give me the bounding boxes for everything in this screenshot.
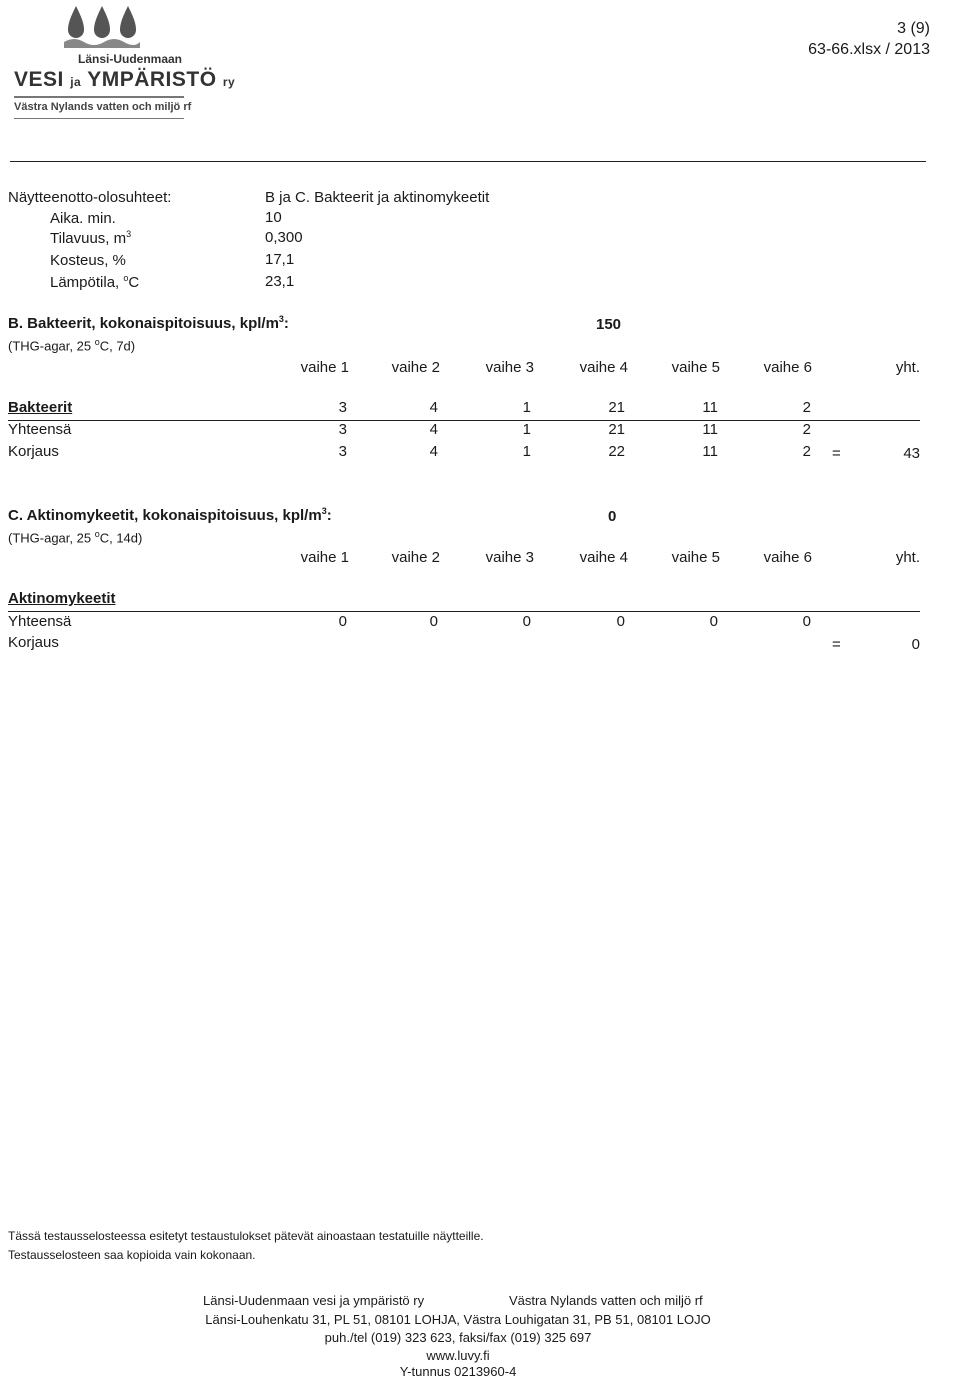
phase-header: vaihe 6: [763, 549, 812, 566]
cell-value: 2: [802, 399, 811, 416]
cell-value: 4: [429, 443, 438, 460]
cell-value: 11: [702, 399, 718, 416]
sampling-label-unit-tail: C: [128, 274, 140, 291]
sampling-label: [50, 251, 126, 269]
cell-value: 2: [802, 443, 811, 460]
section-b-total: 150: [596, 316, 622, 333]
section-c-subtitle: (THG-agar, 25 $^o$C, 14d): [8, 529, 143, 546]
table-rule: [8, 611, 920, 612]
row-label: Yhteensä: [8, 613, 72, 630]
cell-value: 11: [702, 421, 718, 438]
cell-value: 4: [429, 421, 438, 438]
cell-value: 0: [616, 613, 625, 630]
sampling-value: 10: [265, 209, 282, 226]
section-b-title: B. Bakteerit, kokonaispitoisuus, kpl/$m^3$:: [8, 314, 289, 332]
footer-phone: puh./tel (019) 323 623, faksi/fax (019) 325 697: [324, 1330, 592, 1345]
cell-value: 0: [522, 613, 531, 630]
sampling-value: 23,1: [265, 273, 295, 290]
phase-header: vaihe 4: [579, 359, 628, 376]
sampling-title: Näytteenotto-olosuhteet:: [8, 189, 172, 206]
row-label: Korjaus: [8, 634, 59, 651]
cell-value: 0: [802, 613, 811, 630]
phase-header: vaihe 4: [579, 549, 628, 566]
cell-value: 1: [522, 399, 531, 416]
phase-header: vaihe 3: [485, 359, 534, 376]
sampling-label-text: Aika. min.: [50, 210, 116, 227]
water-drops-icon: [64, 4, 140, 48]
footer-address: Länsi-Louhenkatu 31, PL 51, 08101 LOHJA, Västra Louhigatan 31, PB 51, 08101 LOJO: [205, 1312, 711, 1327]
logo-name-line1: Länsi-Uudenmaan: [78, 52, 183, 66]
section-c-title: C. Aktinomykeetit, kokonaispitoisuus, kpl/$m^3$:: [8, 506, 332, 524]
sampling-label-text: Tilavuus, m: [50, 230, 127, 247]
sampling-value-title: B ja C. Bakteerit ja aktinomykeetit: [265, 189, 490, 206]
disclaimer-line2: Testausselosteen saa kopioida vain kokonaan.: [8, 1248, 256, 1262]
cell-value: 3: [338, 421, 347, 438]
cell-value: 22: [608, 443, 625, 460]
row-label: Yhteensä: [8, 421, 72, 438]
logo-rule-bottom: [14, 118, 184, 119]
equals-sign: =: [832, 445, 841, 462]
sampling-value: 0,300: [265, 229, 303, 246]
cell-value: 3: [338, 399, 347, 416]
document-reference: 63-66.xlsx / 2013: [808, 41, 930, 58]
phase-header: vaihe 1: [300, 359, 349, 376]
footer-org-fi: Länsi-Uudenmaan vesi ja ympäristö ry: [203, 1293, 425, 1308]
sampling-label-text: Kosteus, %: [50, 252, 126, 269]
header-rule: [10, 161, 926, 162]
cell-value: 2: [802, 421, 811, 438]
sampling-label: [50, 273, 139, 291]
cell-value: 21: [608, 399, 625, 416]
group-label: Aktinomykeetit: [8, 590, 116, 607]
cell-value: 4: [429, 399, 438, 416]
sampling-label: [50, 229, 131, 247]
sampling-label-text: Lämpötila,: [50, 274, 124, 291]
logo-name-line2: VESI ja YMPÄRISTÖ ry: [14, 68, 236, 91]
logo-name-line3: Västra Nylands vatten och miljö rf: [14, 101, 192, 113]
section-c-total: 0: [608, 508, 617, 525]
cell-value: 1: [522, 443, 531, 460]
cell-value: 11: [702, 443, 718, 460]
footer-business-id: Y-tunnus 0213960-4: [399, 1364, 517, 1379]
phase-header: vaihe 1: [300, 549, 349, 566]
sum-header: yht.: [895, 549, 920, 566]
row-sum: 43: [903, 445, 920, 462]
disclaimer-line1: Tässä testausselosteessa esitetyt testaustulokset pätevät ainoastaan testatuille näytteille.: [8, 1229, 484, 1243]
cell-value: 21: [608, 421, 625, 438]
logo-rule: [14, 96, 184, 98]
phase-header: vaihe 5: [671, 359, 720, 376]
sum-header: yht.: [895, 359, 920, 376]
sampling-label: [50, 209, 116, 227]
row-sum: 0: [911, 636, 920, 653]
footer-web: www.luvy.fi: [426, 1348, 490, 1363]
sampling-label-unit-sup: o: [123, 273, 129, 283]
phase-header: vaihe 2: [391, 549, 440, 566]
phase-header: vaihe 3: [485, 549, 534, 566]
phase-header: vaihe 5: [671, 549, 720, 566]
cell-value: 3: [338, 443, 347, 460]
group-label: Bakteerit: [8, 399, 73, 416]
cell-value: 0: [709, 613, 718, 630]
equals-sign: =: [832, 636, 841, 653]
cell-value: 0: [429, 613, 438, 630]
footer-org-sv: Västra Nylands vatten och miljö rf: [509, 1293, 703, 1308]
sampling-label-unit-sup: 3: [126, 229, 132, 239]
cell-value: 0: [338, 613, 347, 630]
sampling-value: 17,1: [265, 251, 295, 268]
row-label: Korjaus: [8, 443, 59, 460]
cell-value: 1: [522, 421, 531, 438]
phase-header: vaihe 2: [391, 359, 440, 376]
phase-header: vaihe 6: [763, 359, 812, 376]
page-number: 3 (9): [897, 20, 930, 37]
section-b-subtitle: (THG-agar, 25 $^o$C, 7d): [8, 337, 136, 354]
